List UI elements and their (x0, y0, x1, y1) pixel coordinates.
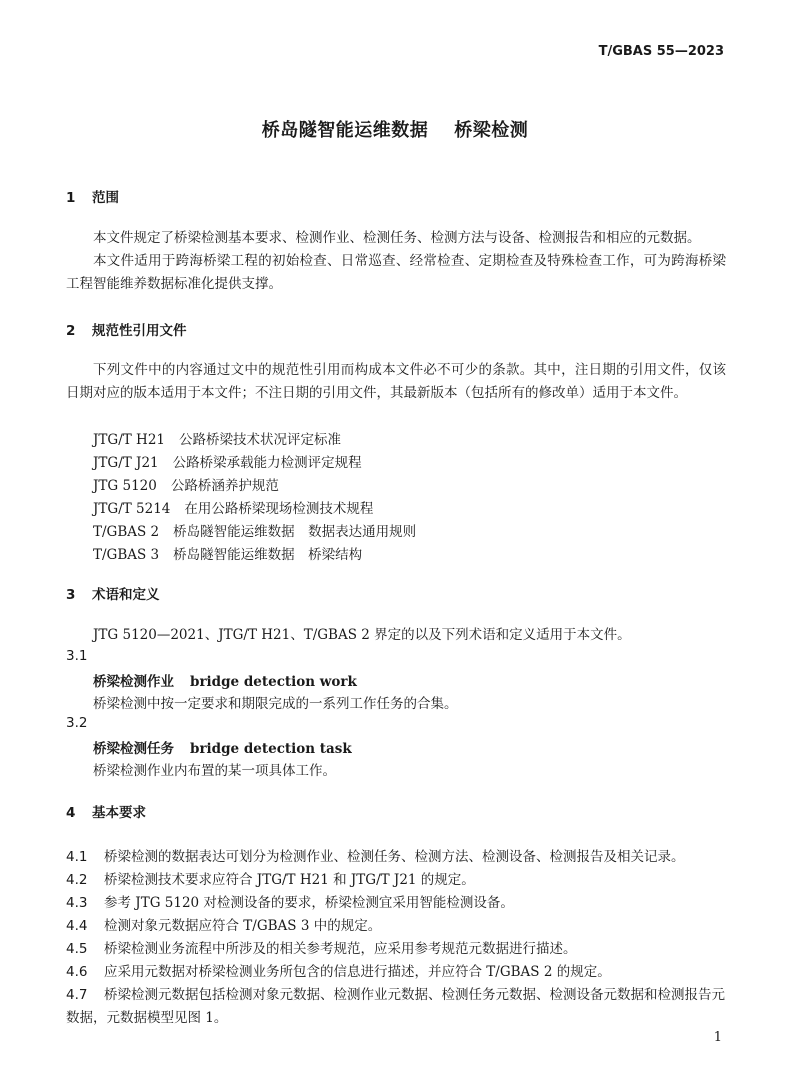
section-heading-basic-requirements: 4 基本要求 (66, 805, 146, 821)
term-title: 桥梁检测作业 bridge detection work (93, 674, 357, 690)
scope-paragraph: 本文件适用于跨海桥梁工程的初始检查、日常巡查、经常检查、定期检查及特殊检查工作，可为跨海桥梁工程智能维养数据标准化提供支撑。 (66, 253, 726, 292)
title-sub: 桥梁检测 (454, 120, 529, 141)
scope-paragraph: 本文件规定了桥梁检测基本要求、检测作业、检测任务、检测方法与设备、检测报告和相应的元数据。 (93, 230, 701, 246)
document-title (0, 116, 790, 142)
term-definition: 桥梁检测作业内布置的某一项具体工作。 (93, 763, 336, 779)
reference-item: T/GBAS 3 桥岛隧智能运维数据 桥梁结构 (93, 547, 363, 563)
section-heading-normative-references: 2 规范性引用文件 (66, 323, 187, 339)
section-heading-scope: 1 范围 (66, 190, 119, 206)
reference-item: JTG/T H21 公路桥梁技术状况评定标准 (93, 432, 341, 448)
document-number: T/GBAS 55—2023 (598, 44, 724, 59)
term-number: 3.1 (66, 648, 88, 664)
requirement-item: 4.1 桥梁检测的数据表达可划分为检测作业、检测任务、检测方法、检测设备、检测报告及相关记录。 (66, 849, 685, 865)
requirement-item: 4.4 检测对象元数据应符合 T/GBAS 3 中的规定。 (66, 918, 382, 934)
term-definition: 桥梁检测中按一定要求和期限完成的一系列工作任务的合集。 (93, 696, 458, 712)
page-number: 1 (713, 1030, 722, 1045)
requirement-item: 4.3 参考 JTG 5120 对检测设备的要求，桥梁检测宜采用智能检测设备。 (66, 895, 514, 911)
reference-item: T/GBAS 2 桥岛隧智能运维数据 数据表达通用规则 (93, 524, 417, 540)
requirement-item: 4.6 应采用元数据对桥梁检测业务所包含的信息进行描述，并应符合 T/GBAS 2 的规定。 (66, 964, 611, 980)
term-number: 3.2 (66, 715, 88, 731)
requirement-item: 4.2 桥梁检测技术要求应符合 JTG/T H21 和 JTG/T J21 的规定。 (66, 872, 475, 888)
term-title: 桥梁检测任务 bridge detection task (93, 741, 352, 757)
normative-intro-paragraph: 下列文件中的内容通过文中的规范性引用而构成本文件必不可少的条款。其中，注日期的引用文件，仅该日期对应的版本适用于本文件；不注日期的引用文件，其最新版本（包括所有的修改单）适用于本文件。 (66, 362, 726, 401)
requirement-item: 4.5 桥梁检测业务流程中所涉及的相关参考规范，应采用参考规范元数据进行描述。 (66, 941, 577, 957)
reference-item: JTG 5120 公路桥涵养护规范 (93, 478, 279, 494)
reference-item: JTG/T 5214 在用公路桥梁现场检测技术规程 (93, 501, 374, 517)
requirement-item: 4.7 桥梁检测元数据包括检测对象元数据、检测作业元数据、检测任务元数据、检测设备元数据和检测报告元数据，元数据模型见图 1。 (66, 987, 725, 1026)
reference-item: JTG/T J21 公路桥梁承载能力检测评定规程 (93, 455, 362, 471)
terms-intro-paragraph: JTG 5120—2021、JTG/T H21、T/GBAS 2 界定的以及下列术语和定义适用于本文件。 (93, 627, 631, 643)
section-heading-terms: 3 术语和定义 (66, 587, 160, 603)
title-main: 桥岛隧智能运维数据 (261, 120, 429, 141)
